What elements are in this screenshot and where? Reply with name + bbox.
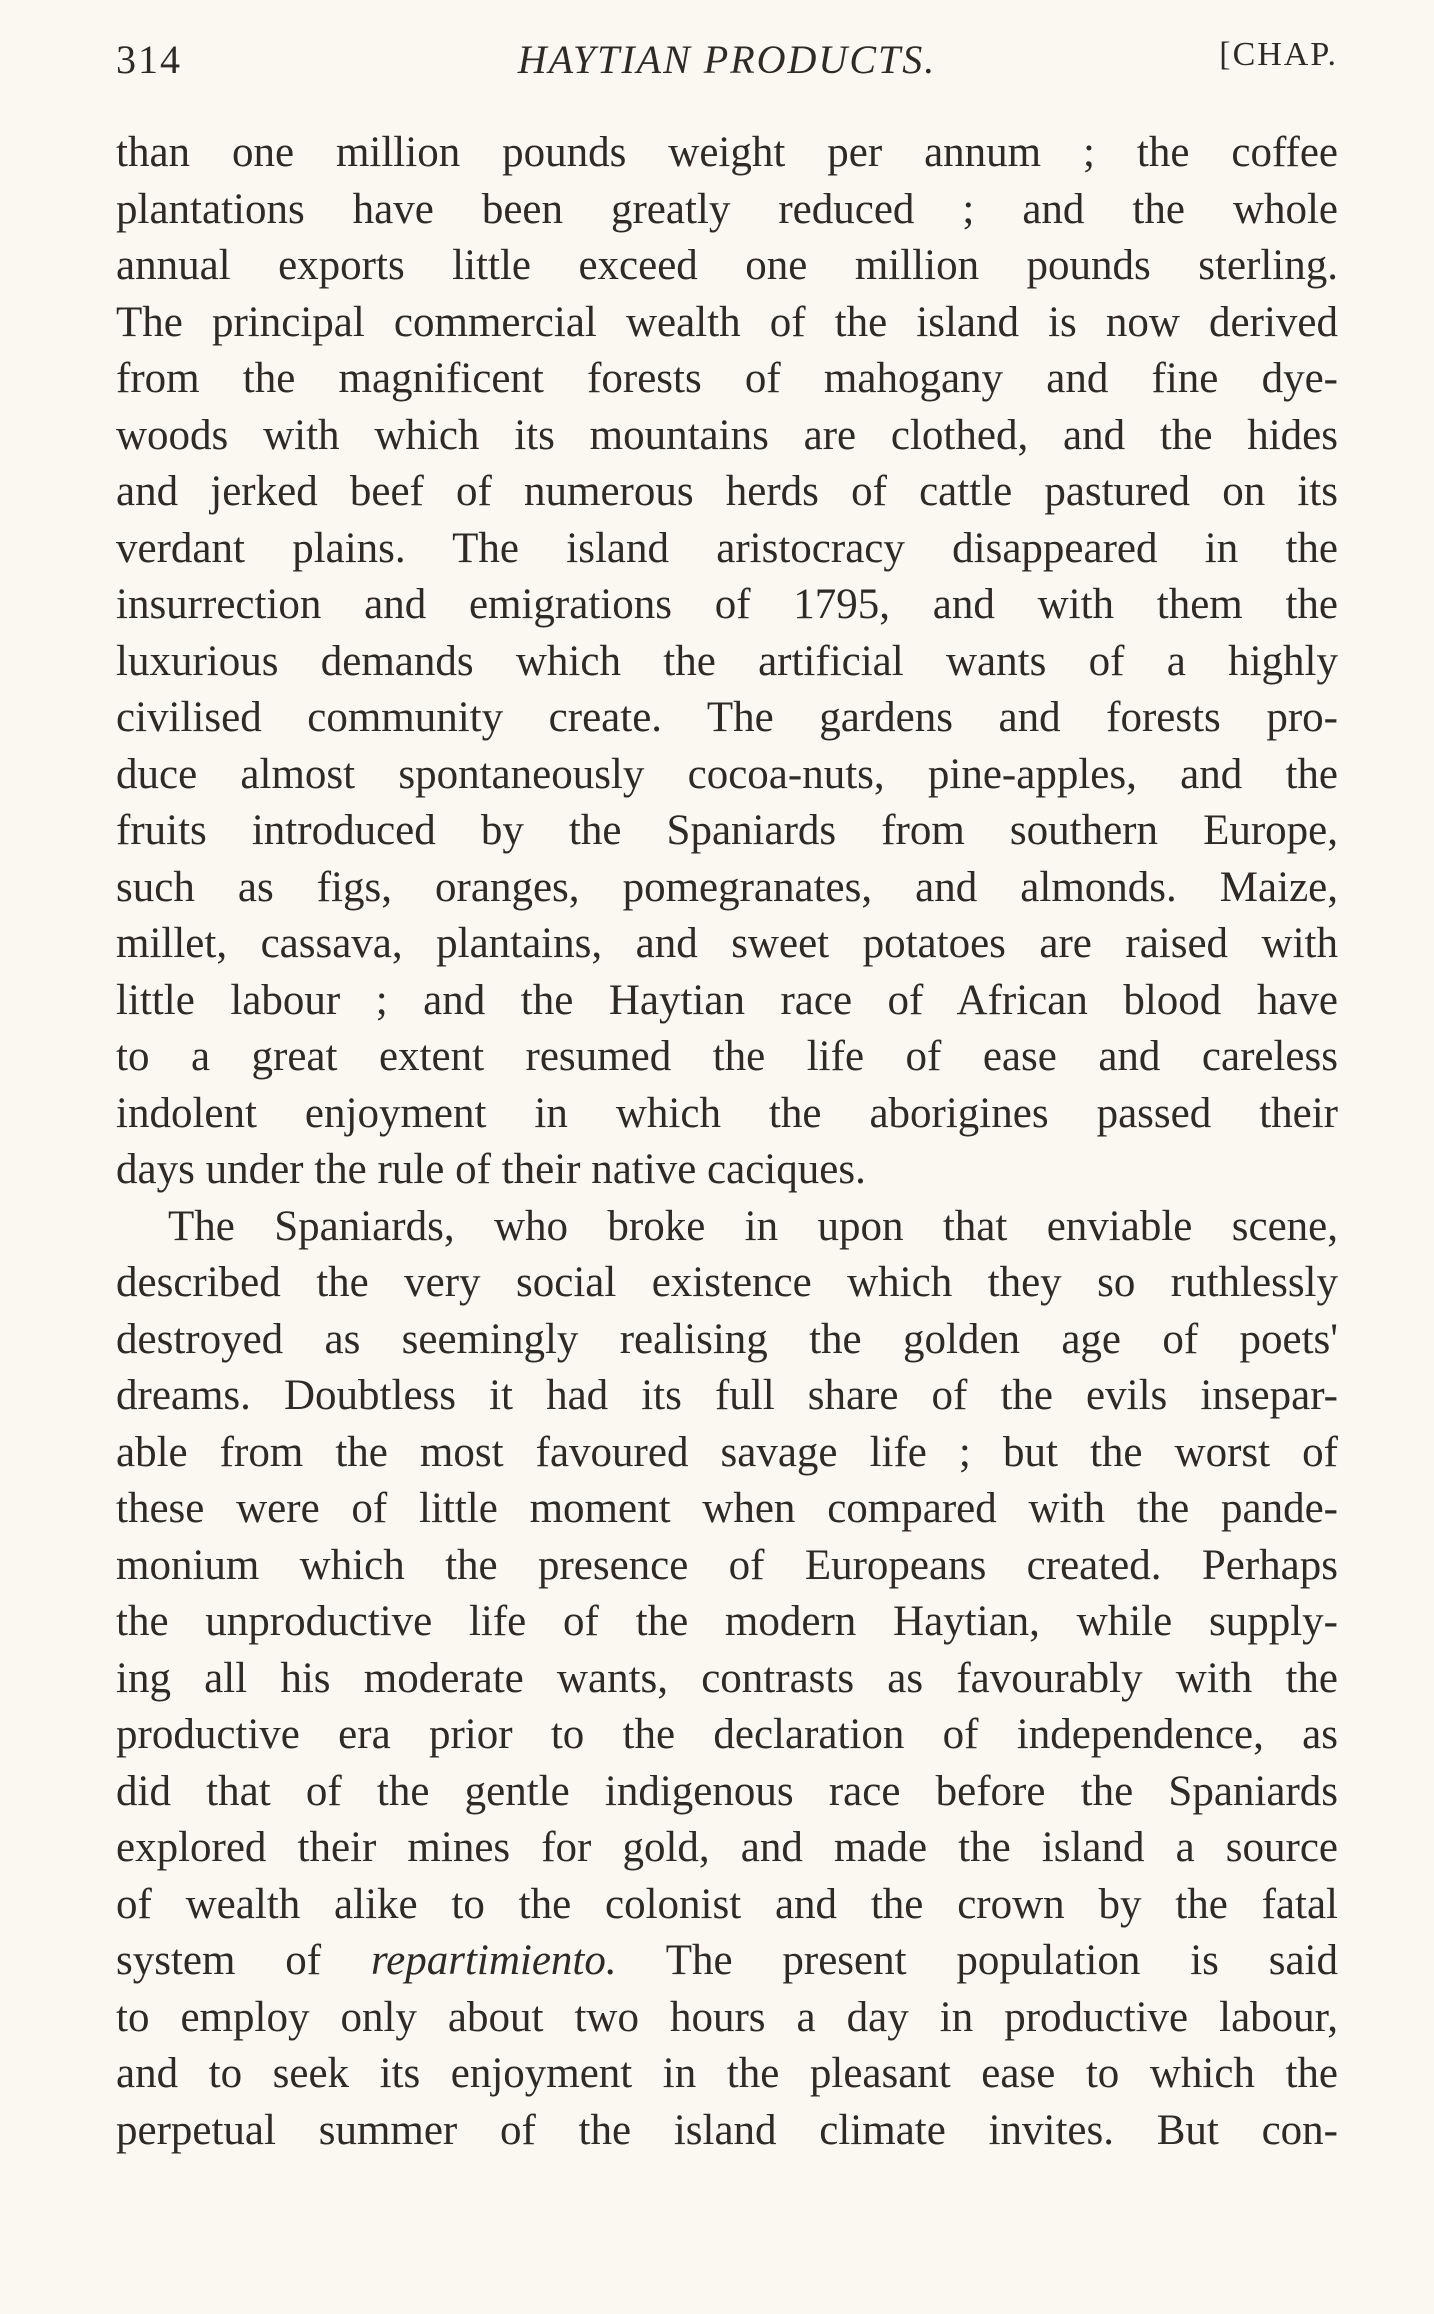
text-line: monium which the presence of Europeans created. Perhaps [116,1541,1338,1589]
paragraph-2 [116,1199,1338,2160]
text-line: days under the rule of their native caciques. [116,1146,866,1193]
text-line: verdant plains. The island aristocracy disappeared in the [116,524,1338,572]
text-line: did that of the gentle indigenous race before the Spaniards [116,1767,1338,1815]
running-title: HAYTIAN PRODUCTS. [517,37,937,82]
body-text [116,125,1338,2159]
text-line: little labour ; and the Haytian race of African blood have [116,976,1338,1024]
page-header [116,24,1338,104]
text-line: described the very social existence which they so ruthlessly [116,1259,1338,1306]
text-span: system of [116,1937,322,1984]
text-line: civilised community create. The gardens and forests pro- [116,694,1338,741]
text-line: plantations have been greatly reduced ; and the whole [116,185,1338,233]
text-line: these were of little moment when compared with the pande- [116,1485,1338,1532]
text-line: woods with which its mountains are clothed, and the hides [116,411,1338,459]
chapter-marker: [CHAP. [1219,36,1338,73]
text-line: the unproductive life of the modern Haytian, while supply- [116,1598,1338,1645]
text-line: than one million pounds weight per annum ; the coffee [116,129,1338,176]
text-line: perpetual summer of the island climate invites. But con- [116,2106,1338,2154]
text-line: destroyed as seemingly realising the golden age of poets' [116,1315,1338,1363]
paragraph-1 [116,125,1338,1199]
text-line: of wealth alike to the colonist and the crown by the fatal [116,1880,1338,1928]
italic-term: repartimiento. [370,1937,617,1984]
text-line: to a great extent resumed the life of ease and careless [116,1033,1338,1080]
text-line: indolent enjoyment in which the aborigines passed their [116,1089,1338,1137]
text-line: annual exports little exceed one million pounds sterling. [116,242,1338,289]
page-number: 314 [116,37,182,82]
text-line: millet, cassava, plantains, and sweet potatoes are raised with [116,920,1338,967]
text-line: insurrection and emigrations of 1795, and with them the [116,581,1338,628]
text-line: fruits introduced by the Spaniards from southern Europe, [116,807,1338,854]
text-line: The principal commercial wealth of the island is now derived [116,298,1338,346]
text-line: to employ only about two hours a day in productive labour, [116,1993,1338,2041]
text-line: from the magnificent forests of mahogany and fine dye- [116,355,1338,402]
text-line: productive era prior to the declaration of independence, as [116,1711,1338,1758]
text-line: duce almost spontaneously cocoa-nuts, pine-apples, and the [116,750,1338,798]
text-line: ing all his moderate wants, contrasts as favourably with the [116,1654,1338,1702]
text-line: such as figs, oranges, pomegranates, and almonds. Maize, [116,863,1338,911]
text-line: and to seek its enjoyment in the pleasant ease to which the [116,2050,1338,2097]
text-line: and jerked beef of numerous herds of cattle pastured on its [116,468,1338,515]
text-line: luxurious demands which the artificial wants of a highly [116,637,1338,685]
text-span: The present population is said [665,1937,1338,1984]
text-line: able from the most favoured savage life ; but the worst of [116,1428,1338,1476]
text-line: dreams. Doubtless it had its full share of the evils insepar- [116,1372,1338,1419]
text-line: The Spaniards, who broke in upon that enviable scene, [168,1202,1338,1250]
text-line-with-italic [116,1933,1338,1990]
text-line: explored their mines for gold, and made the island a source [116,1824,1338,1871]
